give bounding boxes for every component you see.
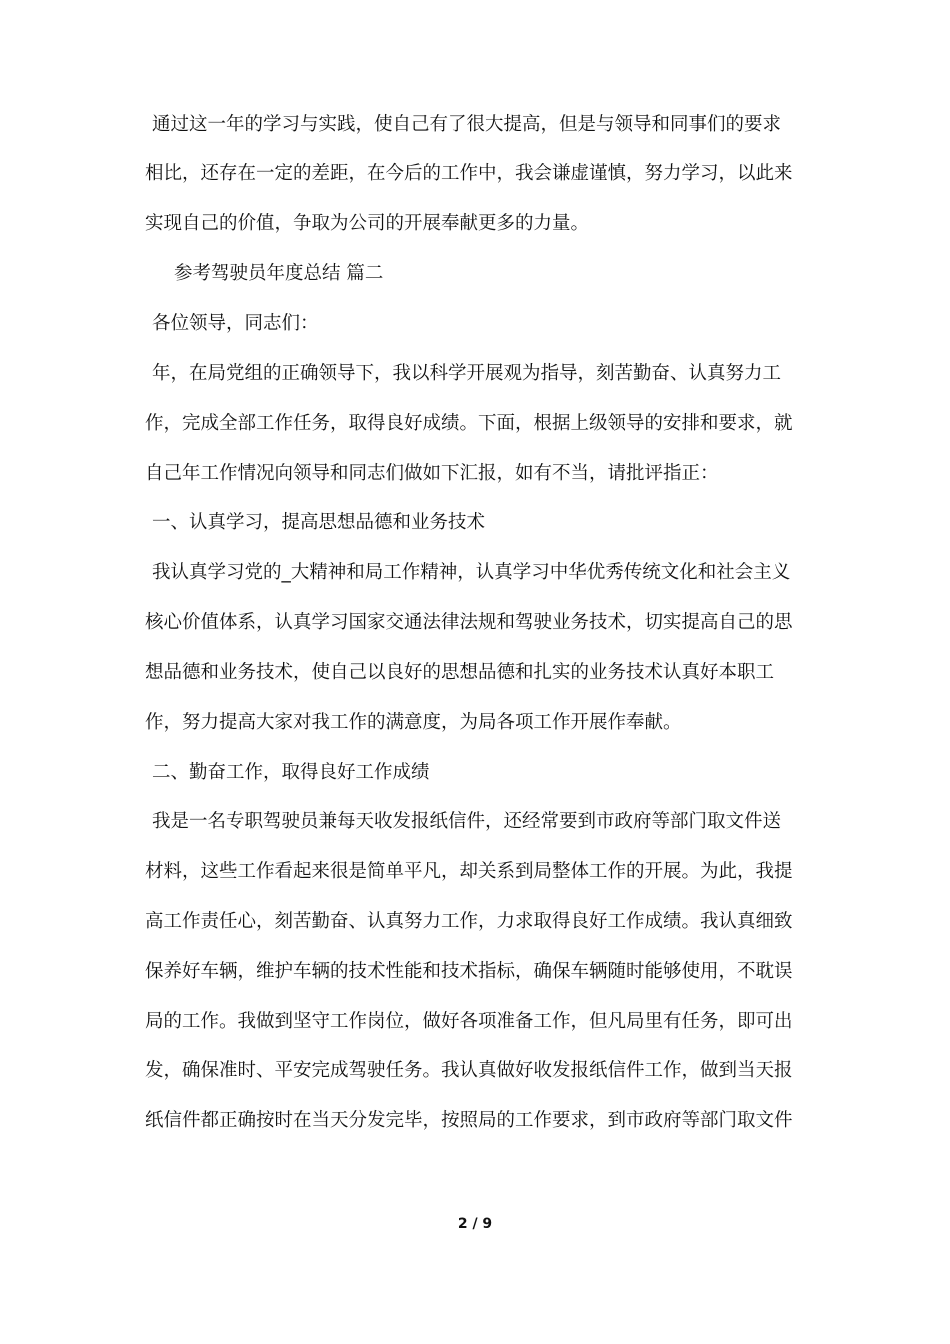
subheading: 二、勤奋工作，取得良好工作成绩 bbox=[152, 762, 430, 783]
salutation: 各位领导，同志们： bbox=[152, 313, 319, 334]
paragraph-line: 发，确保准时、平安完成驾驶任务。我认真做好收发报纸信件工作，做到当天报 bbox=[145, 1060, 793, 1081]
paragraph-line: 我认真学习党的_大精神和局工作精神，认真学习中华优秀传统文化和社会主义 bbox=[152, 562, 791, 583]
paragraph-line: 自己年工作情况向领导和同志们做如下汇报，如有不当，请批评指正： bbox=[145, 463, 719, 484]
section-heading: 参考驾驶员年度总结 篇二 bbox=[174, 263, 384, 284]
paragraph-line: 材料，这些工作看起来很是简单平凡，却关系到局整体工作的开展。为此，我提 bbox=[145, 861, 793, 882]
paragraph-line: 局的工作。我做到坚守工作岗位，做好各项准备工作，但凡局里有任务，即可出 bbox=[145, 1011, 793, 1032]
subheading: 一、认真学习，提高思想品德和业务技术 bbox=[152, 512, 486, 533]
paragraph-line: 我是一名专职驾驶员兼每天收发报纸信件，还经常要到市政府等部门取文件送 bbox=[152, 811, 782, 832]
paragraph-line: 年，在局党组的正确领导下，我以科学开展观为指导，刻苦勤奋、认真努力工 bbox=[152, 363, 782, 384]
paragraph-line: 核心价值体系，认真学习国家交通法律法规和驾驶业务技术，切实提高自己的思 bbox=[145, 612, 793, 633]
paragraph-line: 作，完成全部工作任务，取得良好成绩。下面，根据上级领导的安排和要求，就 bbox=[145, 413, 793, 434]
paragraph-line: 实现自己的价值，争取为公司的开展奉献更多的力量。 bbox=[145, 213, 590, 234]
paragraph-line: 相比，还存在一定的差距，在今后的工作中，我会谦虚谨慎，努力学习，以此来 bbox=[145, 163, 793, 184]
paragraph-line: 保养好车辆，维护车辆的技术性能和技术指标，确保车辆随时能够使用，不耽误 bbox=[145, 961, 793, 982]
paragraph-line: 高工作责任心，刻苦勤奋、认真努力工作，力求取得良好工作成绩。我认真细致 bbox=[145, 911, 793, 932]
paragraph-line: 纸信件都正确按时在当天分发完毕，按照局的工作要求，到市政府等部门取文件 bbox=[145, 1110, 793, 1131]
paragraph-line: 作，努力提高大家对我工作的满意度，为局各项工作开展作奉献。 bbox=[145, 712, 682, 733]
page-number: 2 / 9 bbox=[457, 1216, 493, 1232]
paragraph-line: 想品德和业务技术，使自己以良好的思想品德和扎实的业务技术认真好本职工 bbox=[145, 662, 775, 683]
paragraph-line: 通过这一年的学习与实践，使自己有了很大提高，但是与领导和同事们的要求 bbox=[152, 114, 782, 135]
